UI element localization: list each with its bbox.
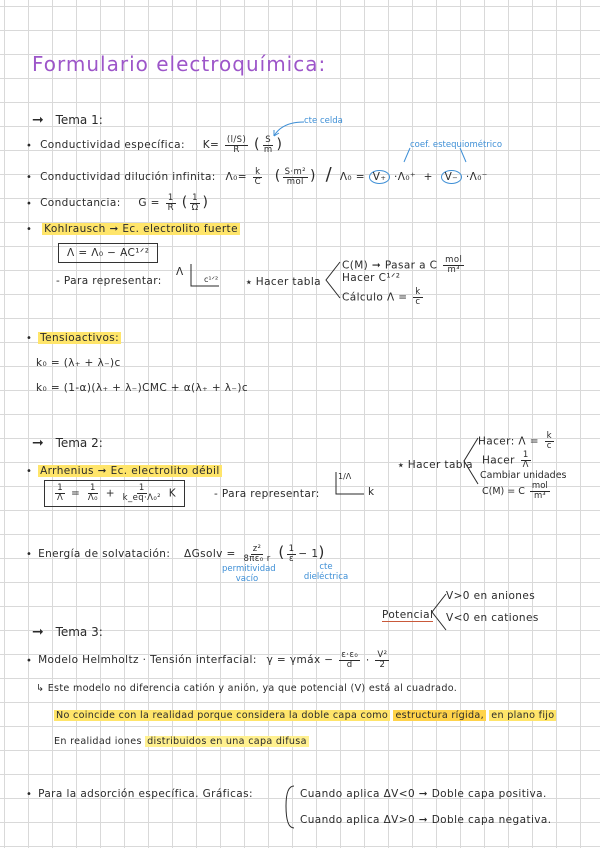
fraction-numerator: 1 xyxy=(90,483,96,493)
fraction-denominator: 8πε₀ r xyxy=(243,553,271,564)
helmholtz-line2 xyxy=(54,710,556,721)
unit-numerator: S·m² xyxy=(284,166,306,177)
dot: · xyxy=(365,654,370,667)
note-arrows-icon xyxy=(400,146,490,166)
equals-sign: = xyxy=(70,487,81,500)
tema1-heading: Tema 1: xyxy=(55,113,103,127)
kohlrausch-representar-label: - Para representar: xyxy=(56,275,162,287)
adsorcion-item1: Cuando aplica ΔV<0 ➞ Doble capa positiva. xyxy=(300,788,547,800)
unit-denominator: Ω xyxy=(191,202,199,213)
arrhenius-item4 xyxy=(482,482,552,501)
unit-denominator: m³ xyxy=(447,264,460,275)
conductividad-especifica-label: Conductividad específica: xyxy=(40,139,185,152)
kohlrausch-row xyxy=(26,223,240,235)
unit-fraction xyxy=(283,168,308,187)
brace-icon xyxy=(282,784,296,830)
bullet: • xyxy=(26,140,33,152)
k-over-c-fraction xyxy=(413,288,422,307)
conductancia-row: • Conductancia: G = $\frac{1}{R}$ ( $\frac{1}{\Omega}$ ) xyxy=(26,193,209,213)
helmholtz-line3 xyxy=(54,736,309,747)
minus-one: − 1 xyxy=(298,548,319,560)
line3-part-a: En realidad iones xyxy=(54,736,142,747)
unit-denominator: mol xyxy=(286,176,304,187)
bullet: • xyxy=(26,549,33,560)
one-over-lambda0-fraction xyxy=(86,484,100,503)
fraction-numerator: z² xyxy=(252,543,262,554)
kohlrausch-axis-x: c¹ᐟ² xyxy=(204,275,219,284)
one-over-lambda-fraction xyxy=(55,484,65,503)
arrhenius-axis-x: k xyxy=(368,486,375,498)
tema2-heading: Tema 2: xyxy=(55,436,103,450)
unit-numerator: S xyxy=(265,135,272,145)
item1-text: C(M) ➞ Pasar a C xyxy=(342,259,438,272)
arrhenius-hacer-tabla: ⭑ Hacer tabla xyxy=(398,459,473,471)
arrhenius-representar-label: - Para representar: xyxy=(214,488,320,500)
fraction-numerator: 1 xyxy=(57,483,64,493)
fraction-denominator: Λ xyxy=(57,492,64,503)
fraction-numerator: 1 xyxy=(288,543,295,554)
note-arrow-icon xyxy=(270,120,306,140)
unit-numerator: mol xyxy=(531,481,548,491)
fraction-numerator: 1 xyxy=(522,450,529,460)
unit-denominator: m xyxy=(263,144,273,155)
term-minus: ·Λ₀⁻ xyxy=(465,171,488,183)
helmholtz-row xyxy=(26,651,391,670)
conductividad-especifica-row: • Conductividad específica: K= $\frac{(l/S)}{R}$ ( $\frac{S}{m}$ ) xyxy=(26,135,283,155)
one-over-keq-fraction xyxy=(121,484,163,503)
lambda0-rhs-lhs: Λ₀ = xyxy=(339,171,365,183)
bullet: • xyxy=(26,172,33,183)
arrhenius-item1 xyxy=(478,432,556,451)
axes-icon xyxy=(334,470,368,498)
bullet: • xyxy=(26,655,33,667)
unit-numerator: mol xyxy=(445,255,463,265)
arrow-icon: ➞ xyxy=(32,112,44,128)
fraction-denominator: c xyxy=(546,440,552,451)
kohlrausch-item2: Hacer C¹ᐟ² xyxy=(342,272,401,284)
v-squared-fraction xyxy=(375,651,389,670)
fraction-denominator: R xyxy=(167,202,174,213)
epsilon-over-d-fraction xyxy=(339,651,360,670)
fraction-denominator: k_eq·Λ₀² xyxy=(122,492,161,503)
cell-constant-fraction xyxy=(225,136,248,155)
permitividad-vacio-note: permitividad vacío xyxy=(222,564,276,584)
fraction-numerator: k xyxy=(415,287,421,297)
coef-estequiometrico-note: coef. estequiométrico xyxy=(410,140,503,150)
arrow-icon: ➞ xyxy=(32,435,44,451)
tensioactivos-row xyxy=(26,332,121,344)
tema1-heading-row xyxy=(32,112,103,128)
solvation-fraction xyxy=(241,545,272,564)
tensioactivos-label: Tensioactivos: xyxy=(40,332,120,344)
fraction-denominator: ε xyxy=(289,553,295,564)
fraction-denominator: c xyxy=(415,296,421,307)
bullet: • xyxy=(26,789,33,800)
adsorcion-row xyxy=(26,788,253,800)
line2-part-c: en plano fijo xyxy=(491,710,555,721)
arrhenius-formula-box xyxy=(44,480,185,507)
fraction-denominator: d xyxy=(346,659,353,670)
arrhenius-row xyxy=(26,465,222,477)
plus-sign: + xyxy=(105,487,115,500)
cte-dielectrica-note: cte dieléctrica xyxy=(303,562,349,582)
potencial-branch1: V>0 en aniones xyxy=(446,590,536,602)
page-title: Formulario electroquímica: xyxy=(32,52,327,76)
bullet: • xyxy=(26,466,33,477)
plus-sign: + xyxy=(423,171,433,183)
arrhenius-axis-y: 1/Λ xyxy=(338,472,352,481)
v-plus-coefficient: V₊ xyxy=(369,170,391,184)
solvatacion-label: Energía de solvatación: xyxy=(38,548,171,560)
fraction-numerator: ε·ε₀ xyxy=(341,650,359,660)
unit-denominator: m³ xyxy=(534,490,546,501)
item1-text: Hacer: Λ = xyxy=(478,435,539,448)
adsorcion-item2: Cuando aplica ΔV>0 ➞ Doble capa negativa. xyxy=(300,814,552,826)
tema2-heading-row xyxy=(32,435,103,451)
v-minus-coefficient: V₋ xyxy=(441,170,463,184)
unit-numerator: 1 xyxy=(192,193,198,203)
arrhenius-label: Arrhenius ➞ Ec. electrolito débil xyxy=(40,465,220,477)
unit-fraction xyxy=(443,256,464,275)
kohlrausch-hacer-tabla: ⭑ Hacer tabla xyxy=(246,276,321,288)
bullet: • xyxy=(26,224,33,235)
solvatacion-row: • Energía de solvatación: ΔGsolv = $\frac{\text{z²}}{\text{8πε₀ r}}$ ( $\frac{1}{\varepsilon}$ − 1) xyxy=(26,543,325,564)
delta-g-lhs: ΔGsolv = xyxy=(184,548,236,560)
k-symbol: K xyxy=(168,487,177,500)
fraction-denominator: R xyxy=(233,144,240,155)
k-over-c-fraction xyxy=(545,432,554,451)
tensioactivos-eq1: k₀ = (λ₊ + λ₋)c xyxy=(36,357,121,369)
k-symbol: K= xyxy=(202,139,220,152)
kohlrausch-formula-box: Λ = Λ₀ − AC¹ᐟ² xyxy=(58,243,158,263)
fraction-denominator: C xyxy=(254,176,261,187)
fraction-denominator: 2 xyxy=(379,659,386,670)
fraction-denominator: Λ₀ xyxy=(87,492,98,503)
arrow-icon: ➞ xyxy=(32,624,44,640)
tensioactivos-eq2: k₀ = (1-α)(λ₊ + λ₋)CMC + α(λ₊ + λ₋)c xyxy=(36,382,248,394)
item2-text: Hacer xyxy=(482,454,515,467)
bullet: • xyxy=(26,198,33,210)
conductancia-label: Conductancia: xyxy=(40,197,121,210)
one-over-r-fraction xyxy=(166,194,176,213)
line2-part-a: No coincide con la realidad porque considera la doble capa como xyxy=(56,710,389,721)
unit-fraction xyxy=(530,482,550,501)
fraction-denominator: Λ xyxy=(522,459,529,470)
arrhenius-item3: Cambiar unidades xyxy=(480,470,567,481)
fraction-numerator: 1 xyxy=(138,483,145,493)
line3-part-b: distribuidos en una capa difusa xyxy=(147,736,307,747)
bullet: • xyxy=(26,333,33,344)
conductividad-dilucion-row: • Conductividad dilución infinita: Λ₀= $\frac{k}{C}$ ( $\frac{\text{S·m²}}{\text{mol}}$ ) / Λ₀ = V₊ ·Λ₀⁺ + V₋ ·Λ₀⁻ xyxy=(26,164,488,187)
adsorcion-label: Para la adsorción específica. Gráficas: xyxy=(38,788,253,800)
unit-fraction xyxy=(190,194,201,213)
term-plus: ·Λ₀⁺ xyxy=(394,171,416,183)
kohlrausch-label: Kohlrausch ➞ Ec. electrolito fuerte xyxy=(44,223,238,235)
lambda0-lhs: Λ₀= xyxy=(225,171,247,183)
item4-text: C(M) = C xyxy=(482,485,525,497)
conductividad-dilucion-label: Conductividad dilución infinita: xyxy=(40,171,216,183)
potencial-label: Potencial xyxy=(382,609,434,621)
arrhenius-item2 xyxy=(482,451,533,470)
fraction-numerator: 1 xyxy=(167,193,174,203)
fraction-numerator: (l/S) xyxy=(226,135,247,145)
g-lhs: G = xyxy=(138,197,160,210)
kohlrausch-item3 xyxy=(342,288,425,307)
one-over-epsilon-fraction xyxy=(287,545,297,564)
potencial-branch2: V<0 en cationes xyxy=(446,612,539,624)
tema3-heading-row xyxy=(32,624,103,640)
tema3-heading: Tema 3: xyxy=(55,625,103,639)
gamma-lhs: γ = γmáx − xyxy=(266,654,334,667)
cte-celda-note: cte celda xyxy=(304,116,343,126)
k-over-c-fraction xyxy=(253,168,263,187)
fraction-numerator: k xyxy=(546,431,552,441)
line2-part-b: estructura rígida, xyxy=(395,710,484,721)
kohlrausch-axis-y: Λ xyxy=(176,266,184,278)
one-over-lambda-fraction xyxy=(521,451,531,470)
helmholtz-line1: ↳ Este modelo no diferencia catión y anión, ya que potencial (V) está al cuadrado. xyxy=(36,683,458,694)
item3-text: Cálculo Λ = xyxy=(342,291,408,304)
fraction-numerator: V² xyxy=(377,650,388,660)
brace-icon xyxy=(324,260,342,300)
helmholtz-label: Modelo Helmholtz · Tensión interfacial: xyxy=(38,654,257,667)
fraction-numerator: k xyxy=(255,166,261,177)
